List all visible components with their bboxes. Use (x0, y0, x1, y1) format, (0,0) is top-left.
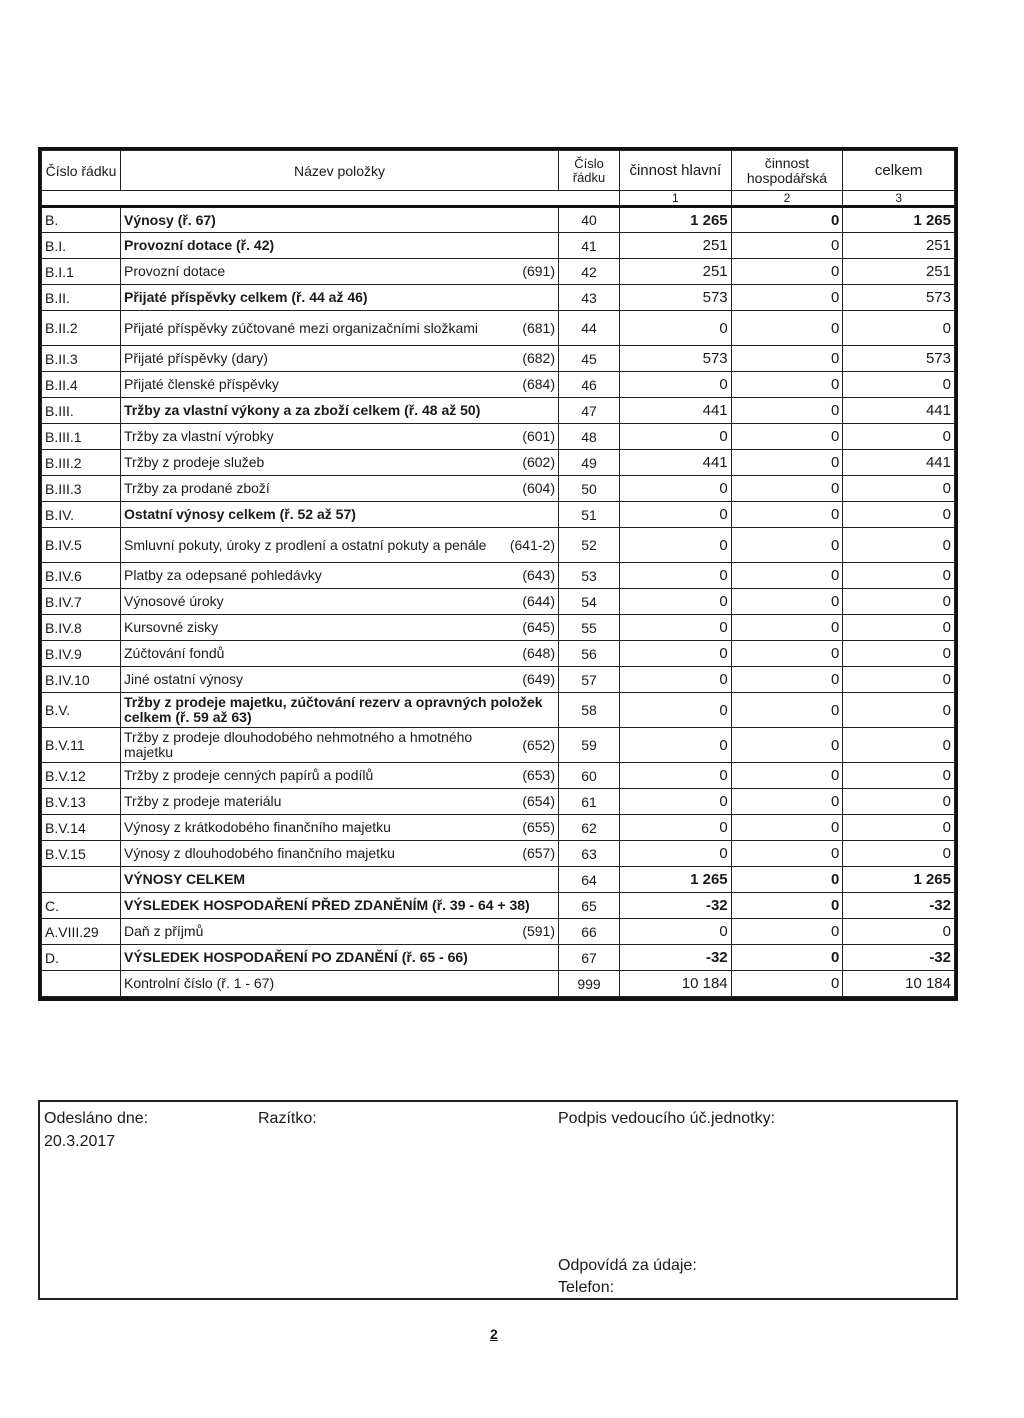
row-code: B.II.4 (42, 372, 121, 398)
row-name-cell (121, 502, 559, 528)
row-name: Provozní dotace (124, 263, 226, 280)
row-name-cell (121, 763, 559, 789)
row-name-cell (121, 450, 559, 476)
row-econ-value: 0 (731, 693, 843, 728)
row-econ-value: 0 (731, 450, 843, 476)
table-row (42, 372, 955, 398)
row-main-value: 0 (620, 476, 732, 502)
row-name-cell (121, 841, 559, 867)
row-econ-value: 0 (731, 893, 843, 919)
row-total-value: 0 (843, 424, 955, 450)
row-name: Kontrolní číslo (ř. 1 - 67) (124, 975, 275, 992)
row-code: B.IV.6 (42, 563, 121, 589)
row-name-cell (121, 424, 559, 450)
row-name-cell (121, 207, 559, 233)
subheader-empty (42, 191, 620, 207)
row-econ-value: 0 (731, 589, 843, 615)
table-row (42, 259, 955, 285)
row-name-cell (121, 563, 559, 589)
row-name: VÝSLEDEK HOSPODAŘENÍ PŘED ZDANĚNÍM (ř. 39 - 64 + 38) (124, 897, 530, 914)
row-number: 999 (559, 971, 620, 997)
income-statement-table (41, 150, 955, 997)
row-name: Výnosové úroky (124, 593, 224, 610)
row-name: Kursovné zisky (124, 619, 219, 636)
row-code: B.V.11 (42, 728, 121, 763)
row-code: B.IV.9 (42, 641, 121, 667)
row-name: Tržby z prodeje materiálu (124, 793, 282, 810)
row-total-value: 0 (843, 615, 955, 641)
row-main-value: 0 (620, 815, 732, 841)
row-account: (652) (522, 736, 555, 753)
row-code: B.V.15 (42, 841, 121, 867)
header-econ: činnost hospodářská (731, 151, 843, 191)
row-number: 46 (559, 372, 620, 398)
row-name: Platby za odepsané pohledávky (124, 567, 322, 584)
row-number: 43 (559, 285, 620, 311)
row-total-value: 0 (843, 667, 955, 693)
table-row (42, 693, 955, 728)
row-econ-value: 0 (731, 763, 843, 789)
header-main: činnost hlavní (620, 151, 732, 191)
table-row (42, 450, 955, 476)
table-row (42, 502, 955, 528)
row-code: B.II. (42, 285, 121, 311)
row-code: B.IV.7 (42, 589, 121, 615)
row-main-value: -32 (620, 893, 732, 919)
row-main-value: 0 (620, 528, 732, 563)
row-name: Zúčtování fondů (124, 645, 225, 662)
row-econ-value: 0 (731, 867, 843, 893)
row-account: (644) (522, 593, 555, 610)
row-number: 59 (559, 728, 620, 763)
row-main-value: 0 (620, 311, 732, 346)
row-code: B.I.1 (42, 259, 121, 285)
row-number: 60 (559, 763, 620, 789)
table-row (42, 919, 955, 945)
row-name-cell (121, 528, 559, 563)
header-total: celkem (843, 151, 955, 191)
row-main-value: 0 (620, 424, 732, 450)
income-table-wrapper (38, 147, 958, 1001)
row-code: B.IV. (42, 502, 121, 528)
row-total-value: 441 (843, 398, 955, 424)
row-name: Tržby z prodeje majetku, zúčtování rezerv a opravných položek celkem (ř. 59 až 63) (124, 694, 543, 725)
row-number: 56 (559, 641, 620, 667)
row-account: (643) (522, 567, 555, 584)
table-row (42, 528, 955, 563)
row-name-cell (121, 867, 559, 893)
row-total-value: 0 (843, 502, 955, 528)
table-row (42, 867, 955, 893)
row-main-value: 0 (620, 641, 732, 667)
row-name: Daň z příjmů (124, 923, 204, 940)
row-code: B.IV.8 (42, 615, 121, 641)
row-total-value: 441 (843, 450, 955, 476)
row-name: Přijaté příspěvky (dary) (124, 350, 268, 367)
table-row (42, 424, 955, 450)
row-main-value: 1 265 (620, 207, 732, 233)
row-total-value: 0 (843, 763, 955, 789)
table-body (42, 207, 955, 997)
row-account: (645) (522, 619, 555, 636)
row-main-value: 0 (620, 763, 732, 789)
row-number: 57 (559, 667, 620, 693)
signature-label: Podpis vedoucího úč.jednotky: (558, 1110, 776, 1127)
row-main-value: 573 (620, 346, 732, 372)
row-econ-value: 0 (731, 728, 843, 763)
row-main-value: 0 (620, 372, 732, 398)
row-code: B.III.1 (42, 424, 121, 450)
table-row (42, 233, 955, 259)
row-code: B.II.2 (42, 311, 121, 346)
row-total-value: 1 265 (843, 207, 955, 233)
row-econ-value: 0 (731, 424, 843, 450)
row-econ-value: 0 (731, 841, 843, 867)
row-code (42, 867, 121, 893)
table-subheader-row (42, 191, 955, 207)
row-number: 42 (559, 259, 620, 285)
row-econ-value: 0 (731, 945, 843, 971)
table-row (42, 589, 955, 615)
row-main-value: 0 (620, 563, 732, 589)
row-number: 47 (559, 398, 620, 424)
row-total-value: 251 (843, 259, 955, 285)
row-econ-value: 0 (731, 667, 843, 693)
row-total-value: 0 (843, 311, 955, 346)
row-total-value: -32 (843, 893, 955, 919)
row-econ-value: 0 (731, 615, 843, 641)
table-row (42, 398, 955, 424)
row-name-cell (121, 919, 559, 945)
row-number: 54 (559, 589, 620, 615)
table-row (42, 945, 955, 971)
row-account: (691) (522, 263, 555, 280)
table-row (42, 893, 955, 919)
row-econ-value: 0 (731, 476, 843, 502)
row-account: (649) (522, 671, 555, 688)
row-number: 67 (559, 945, 620, 971)
row-main-value: 251 (620, 259, 732, 285)
row-econ-value: 0 (731, 528, 843, 563)
row-main-value: 0 (620, 502, 732, 528)
row-name-cell (121, 971, 559, 997)
subheader-col-2: 2 (731, 191, 843, 207)
row-number: 51 (559, 502, 620, 528)
row-account: (653) (522, 767, 555, 784)
row-name-cell (121, 589, 559, 615)
subheader-col-3: 3 (843, 191, 955, 207)
row-name: Tržby z prodeje dlouhodobého nehmotného a hmotného majetku (124, 729, 473, 760)
row-econ-value: 0 (731, 789, 843, 815)
header-row-no: Číslo řádku (559, 151, 620, 191)
row-number: 55 (559, 615, 620, 641)
row-number: 52 (559, 528, 620, 563)
signature-box (38, 1100, 958, 1300)
row-name: Smluvní pokuty, úroky z prodlení a ostatní pokuty a penále (124, 536, 487, 553)
row-total-value: -32 (843, 945, 955, 971)
row-main-value: -32 (620, 945, 732, 971)
row-code: B.V.12 (42, 763, 121, 789)
row-total-value: 0 (843, 476, 955, 502)
row-account: (591) (522, 923, 555, 940)
row-econ-value: 0 (731, 815, 843, 841)
row-main-value: 0 (620, 919, 732, 945)
row-main-value: 0 (620, 728, 732, 763)
row-total-value: 0 (843, 841, 955, 867)
row-econ-value: 0 (731, 971, 843, 997)
row-econ-value: 0 (731, 285, 843, 311)
row-name: VÝNOSY CELKEM (124, 871, 246, 888)
row-code: B.III.3 (42, 476, 121, 502)
row-total-value: 0 (843, 528, 955, 563)
row-econ-value: 0 (731, 563, 843, 589)
row-total-value: 251 (843, 233, 955, 259)
row-main-value: 0 (620, 615, 732, 641)
row-main-value: 441 (620, 398, 732, 424)
row-account: (641-2) (509, 536, 555, 553)
row-name-cell (121, 285, 559, 311)
table-row (42, 815, 955, 841)
row-total-value: 0 (843, 563, 955, 589)
table-row (42, 667, 955, 693)
row-number: 40 (559, 207, 620, 233)
row-name-cell (121, 893, 559, 919)
row-total-value: 573 (843, 285, 955, 311)
table-header-row (42, 151, 955, 191)
row-main-value: 573 (620, 285, 732, 311)
row-econ-value: 0 (731, 919, 843, 945)
row-econ-value: 0 (731, 372, 843, 398)
row-code: A.VIII.29 (42, 919, 121, 945)
row-main-value: 0 (620, 589, 732, 615)
table-row (42, 641, 955, 667)
header-name: Název položky (121, 151, 559, 191)
table-row (42, 476, 955, 502)
row-number: 44 (559, 311, 620, 346)
row-name: Tržby za vlastní výrobky (124, 428, 274, 445)
row-number: 58 (559, 693, 620, 728)
row-econ-value: 0 (731, 398, 843, 424)
phone-label: Telefon: (558, 1279, 615, 1296)
row-account: (604) (522, 480, 555, 497)
table-row (42, 841, 955, 867)
row-code: B.V. (42, 693, 121, 728)
row-account: (654) (522, 793, 555, 810)
row-total-value: 573 (843, 346, 955, 372)
row-econ-value: 0 (731, 641, 843, 667)
row-main-value: 0 (620, 789, 732, 815)
row-name: Výnosy z krátkodobého finančního majetku (124, 819, 391, 836)
table-row (42, 971, 955, 997)
row-econ-value: 0 (731, 207, 843, 233)
table-row (42, 615, 955, 641)
row-account: (655) (522, 819, 555, 836)
row-name: Výnosy (ř. 67) (124, 211, 216, 228)
row-name: Tržby za prodané zboží (124, 480, 270, 497)
row-total-value: 0 (843, 919, 955, 945)
row-number: 64 (559, 867, 620, 893)
row-name: VÝSLEDEK HOSPODAŘENÍ PO ZDANĚNÍ (ř. 65 - 66) (124, 949, 468, 966)
row-account: (601) (522, 428, 555, 445)
row-account: (681) (522, 319, 555, 336)
row-total-value: 0 (843, 728, 955, 763)
page-number: 2 (490, 1326, 498, 1342)
row-name-cell (121, 346, 559, 372)
row-main-value: 441 (620, 450, 732, 476)
table-row (42, 789, 955, 815)
row-code: B.V.13 (42, 789, 121, 815)
row-number: 49 (559, 450, 620, 476)
row-total-value: 0 (843, 693, 955, 728)
row-name-cell (121, 789, 559, 815)
row-account: (682) (522, 350, 555, 367)
row-code: B.I. (42, 233, 121, 259)
row-account: (684) (522, 376, 555, 393)
row-account: (657) (522, 845, 555, 862)
row-name: Přijaté členské příspěvky (124, 376, 279, 393)
row-name: Tržby z prodeje služeb (124, 454, 265, 471)
row-name-cell (121, 398, 559, 424)
sent-label: Odesláno dne: (44, 1110, 149, 1127)
row-name: Tržby za vlastní výkony a za zboží celkem (ř. 48 až 50) (124, 402, 481, 419)
row-name: Ostatní výnosy celkem (ř. 52 až 57) (124, 506, 356, 523)
sent-date: 20.3.2017 (44, 1133, 116, 1150)
table-row (42, 763, 955, 789)
subheader-col-1: 1 (620, 191, 732, 207)
row-name-cell (121, 641, 559, 667)
row-total-value: 10 184 (843, 971, 955, 997)
row-name-cell (121, 693, 559, 728)
table-row (42, 207, 955, 233)
row-number: 63 (559, 841, 620, 867)
row-code: B. (42, 207, 121, 233)
row-main-value: 0 (620, 667, 732, 693)
header-code: Číslo řádku (42, 151, 121, 191)
row-main-value: 1 265 (620, 867, 732, 893)
row-code: B.III.2 (42, 450, 121, 476)
stamp-label: Razítko: (258, 1110, 317, 1127)
row-number: 48 (559, 424, 620, 450)
row-name-cell (121, 615, 559, 641)
row-name: Provozní dotace (ř. 42) (124, 237, 275, 254)
row-econ-value: 0 (731, 502, 843, 528)
row-code: B.IV.5 (42, 528, 121, 563)
row-main-value: 0 (620, 693, 732, 728)
row-number: 41 (559, 233, 620, 259)
row-number: 45 (559, 346, 620, 372)
row-name-cell (121, 945, 559, 971)
row-number: 65 (559, 893, 620, 919)
row-name-cell (121, 233, 559, 259)
row-total-value: 0 (843, 641, 955, 667)
row-code: B.III. (42, 398, 121, 424)
row-econ-value: 0 (731, 346, 843, 372)
row-total-value: 0 (843, 789, 955, 815)
row-code (42, 971, 121, 997)
row-total-value: 0 (843, 372, 955, 398)
row-name-cell (121, 667, 559, 693)
row-number: 62 (559, 815, 620, 841)
row-number: 66 (559, 919, 620, 945)
row-econ-value: 0 (731, 311, 843, 346)
table-row (42, 346, 955, 372)
row-name-cell (121, 259, 559, 285)
row-main-value: 0 (620, 841, 732, 867)
responsible-label: Odpovídá za údaje: (558, 1257, 697, 1274)
row-code: D. (42, 945, 121, 971)
row-total-value: 0 (843, 815, 955, 841)
table-row (42, 311, 955, 346)
row-econ-value: 0 (731, 259, 843, 285)
table-row (42, 285, 955, 311)
table-row (42, 728, 955, 763)
row-name-cell (121, 728, 559, 763)
row-total-value: 1 265 (843, 867, 955, 893)
row-number: 61 (559, 789, 620, 815)
row-account: (648) (522, 645, 555, 662)
row-econ-value: 0 (731, 233, 843, 259)
row-code: B.IV.10 (42, 667, 121, 693)
row-number: 53 (559, 563, 620, 589)
row-code: B.II.3 (42, 346, 121, 372)
row-name: Výnosy z dlouhodobého finančního majetku (124, 845, 395, 862)
row-name: Přijaté příspěvky zúčtované mezi organizačními složkami (124, 319, 479, 336)
row-name-cell (121, 815, 559, 841)
row-main-value: 10 184 (620, 971, 732, 997)
row-number: 50 (559, 476, 620, 502)
row-name-cell (121, 476, 559, 502)
row-name: Přijaté příspěvky celkem (ř. 44 až 46) (124, 289, 368, 306)
row-name-cell (121, 372, 559, 398)
row-account: (602) (522, 454, 555, 471)
row-name-cell (121, 311, 559, 346)
row-total-value: 0 (843, 589, 955, 615)
row-main-value: 251 (620, 233, 732, 259)
row-code: B.V.14 (42, 815, 121, 841)
row-code: C. (42, 893, 121, 919)
table-row (42, 563, 955, 589)
row-name: Jiné ostatní výnosy (124, 671, 244, 688)
row-name: Tržby z prodeje cenných papírů a podílů (124, 767, 374, 784)
